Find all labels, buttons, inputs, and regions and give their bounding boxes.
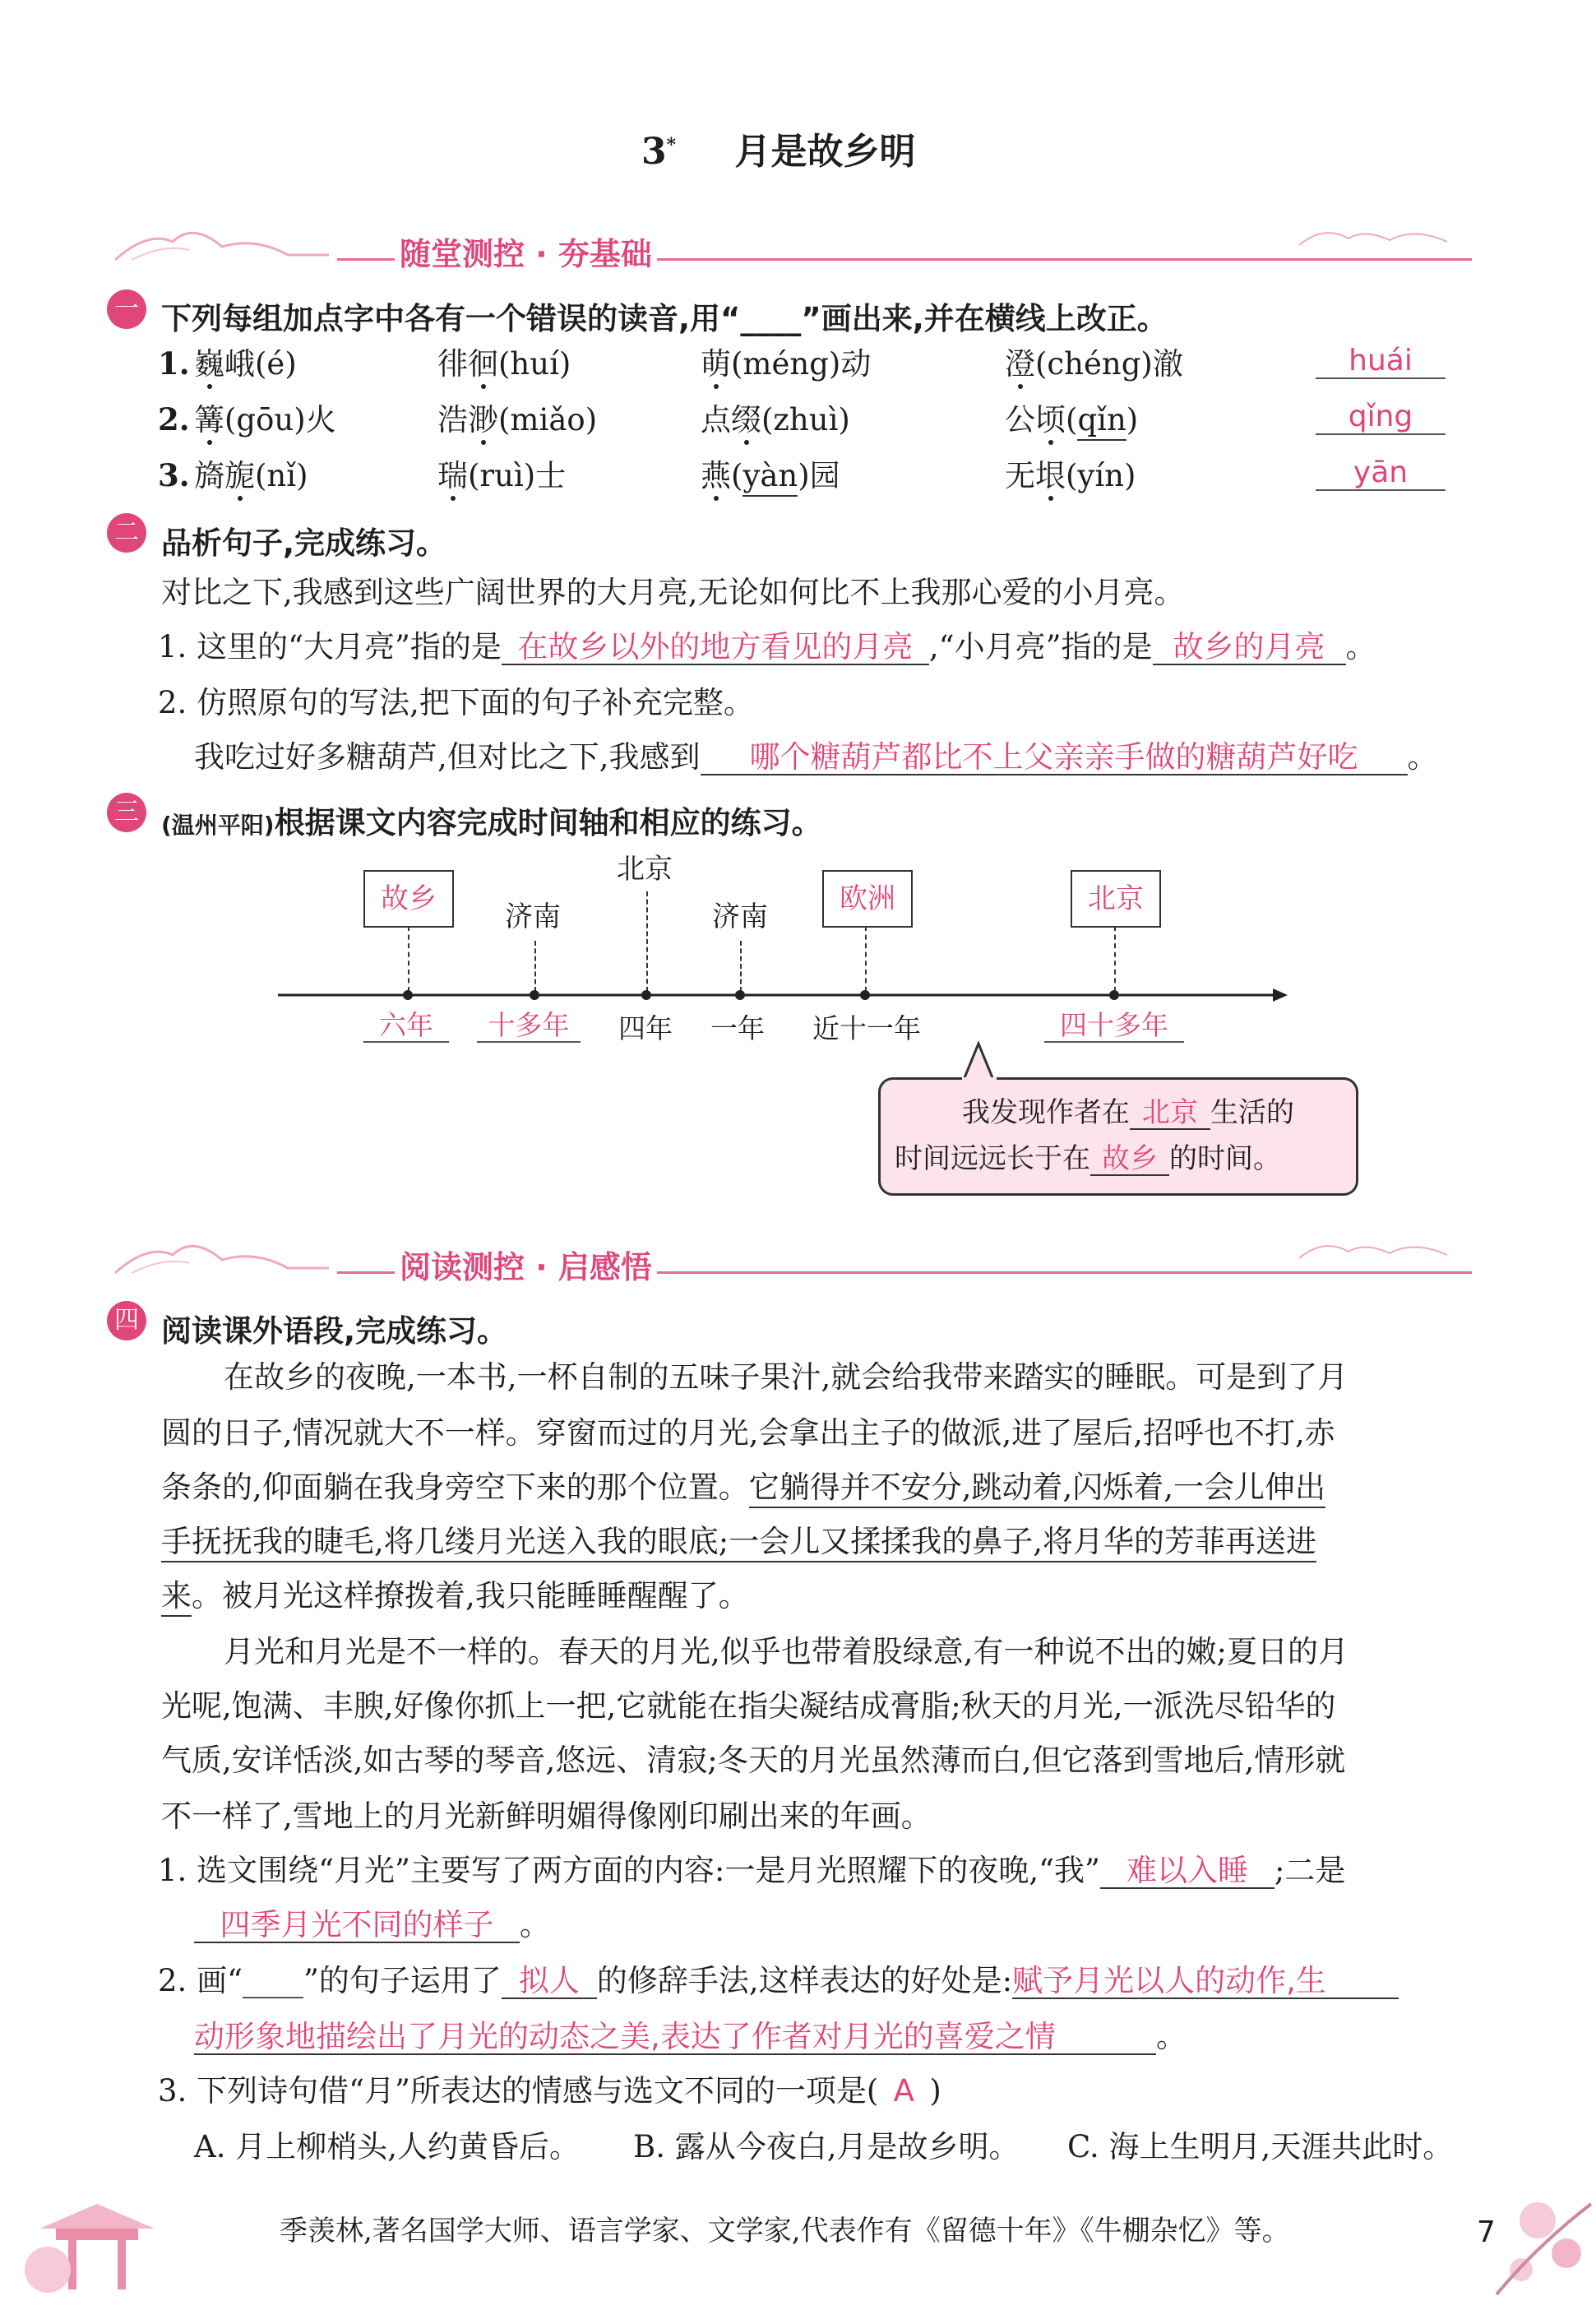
q1-answer-1: huái	[1316, 344, 1446, 379]
speech-bubble	[878, 1077, 1358, 1196]
timeline-duration-6: 四十多年	[1044, 1010, 1184, 1043]
page-number: 7	[1477, 2215, 1496, 2249]
question-1-prompt: 下列每组加点字中各有一个错误的读音,用“____”画出来,并在横线上改正。	[161, 301, 1168, 336]
q4-option-a: A. 月上柳梢头,人约黄昏后。	[194, 2129, 581, 2164]
q2-sub-2: 2. 仿照原句的写法,把下面的句子补充完整。	[158, 685, 754, 720]
section-header-practice: 随堂测控 · 夯基础	[115, 229, 1472, 262]
question-badge-2: 二	[107, 513, 146, 553]
pavilion-decoration-icon	[23, 2179, 163, 2303]
question-3-prompt: (温州平阳)根据课文内容完成时间轴和相应的练习。	[161, 805, 822, 840]
blossom-decoration-icon	[1488, 2171, 1595, 2303]
question-badge-3: 三	[107, 793, 146, 832]
q2-sentence: 对比之下,我感到这些广阔世界的大月亮,无论如何比不上我那心爱的小月亮。	[161, 575, 1185, 610]
timeline-axis	[0, 979, 1596, 1011]
bubble-line-2: 时间远远长于在 故乡 的时间。	[895, 1142, 1281, 1175]
timeline-duration-1: 六年	[363, 1010, 449, 1043]
q4-sub-3: 3. 下列诗句借“月”所表达的情感与选文不同的一项是( A )	[158, 2073, 941, 2109]
q1-row-3: 3. 旖旎(nǐ) 瑞(ruì)士 燕(yàn)园 无垠(yín)	[158, 461, 190, 491]
bubble-line-1: 我发现作者在 北京 生活的	[962, 1096, 1294, 1129]
timeline-place-hometown: 故乡	[363, 870, 454, 928]
q1-row-1: 1. 巍峨(é) 徘徊(huí) 萌(méng)动 澄(chéng)澈	[158, 345, 1183, 382]
q2-sub-1: 1. 这里的“大月亮”指的是 在故乡以外的地方看见的月亮 ,“小月亮”指的是 故乡的月亮 。	[158, 629, 1376, 664]
section-header-reading: 阅读测控 · 启感悟	[115, 1242, 1472, 1275]
timeline-place-europe: 欧洲	[822, 870, 913, 928]
timeline-duration-2: 十多年	[477, 1010, 581, 1043]
q4-sub-2-line-2: 动形象地描绘出了月光的动态之美,表达了作者对月光的喜爱之情 。	[194, 2019, 1187, 2054]
question-4-prompt: 阅读课外语段,完成练习。	[161, 1313, 508, 1349]
q1-answer-2: qǐng	[1316, 400, 1446, 435]
timeline-duration-5: 近十一年	[812, 1012, 921, 1044]
cloud-decoration-icon	[1291, 220, 1472, 253]
question-badge-1: 一	[107, 289, 146, 329]
mountain-decoration-icon	[115, 1235, 329, 1276]
footer-note: 季羡林,著名国学大师、语言学家、文学家,代表作有《留德十年》《牛棚杂忆》等。	[280, 2215, 1290, 2248]
q4-sub-1: 1. 选文围绕“月光”主要写了两方面的内容:一是月光照耀下的夜晚,“我” 难以入睡 ;二是	[158, 1853, 1346, 1888]
page-title: 3* 月是故乡明	[641, 131, 916, 173]
timeline-duration-4: 一年	[710, 1012, 765, 1044]
q4-sub-1-line-2: 四季月光不同的样子 。	[194, 1910, 550, 1943]
q4-sub-2: 2. 画“____”的句子运用了 拟人 的修辞手法,这样表达的好处是:赋予月光以人的动作,生	[158, 1965, 1399, 1999]
timeline-duration-3: 四年	[618, 1012, 673, 1044]
q4-option-c: C. 海上生明月,天涯共此时。	[1067, 2129, 1454, 2164]
mountain-decoration-icon	[115, 222, 329, 263]
timeline-place-beijing-2: 北京	[1071, 870, 1161, 928]
timeline-place-jinan-1: 济南	[505, 900, 561, 933]
bubble-pointer-icon	[960, 1041, 1002, 1081]
q4-option-b: B. 露从今夜白,月是故乡明。	[633, 2129, 1020, 2164]
timeline-place-beijing-1: 北京	[617, 853, 673, 886]
q1-answer-3: yān	[1316, 456, 1446, 491]
q1-row-2: 2. 篝(gōu)火 浩渺(miǎo) 点缀(zhuì) 公顷(qǐn)	[158, 405, 190, 435]
q2-sub-3: 我吃过好多糖葫芦,但对比之下,我感到 哪个糖葫芦都比不上父亲亲手做的糖葫芦好吃 。	[194, 739, 1438, 775]
question-2-prompt: 品析句子,完成练习。	[161, 525, 447, 561]
timeline-place-jinan-2: 济南	[712, 900, 768, 933]
question-badge-4: 四	[107, 1301, 146, 1340]
cloud-decoration-icon	[1291, 1234, 1472, 1266]
